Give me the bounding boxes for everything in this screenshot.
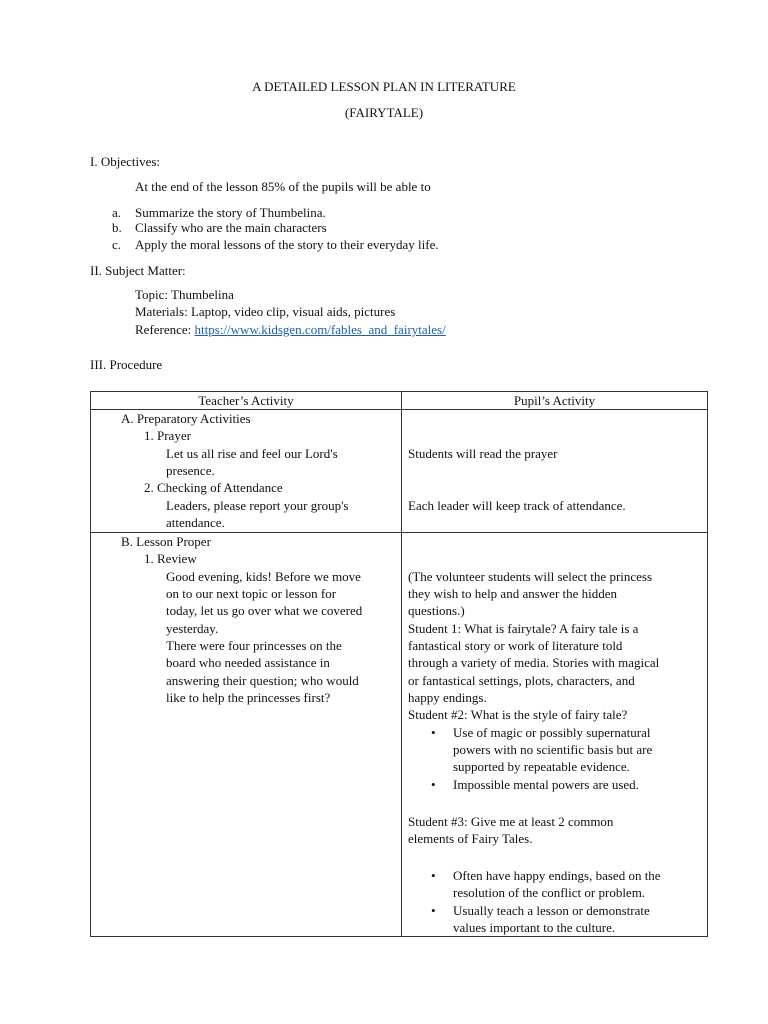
bullet-text: Impossible mental powers are used. <box>453 777 639 792</box>
bullet-icon: • <box>431 868 436 883</box>
pupil-review-text: questions.) <box>408 603 465 618</box>
teacher-cell-b <box>91 533 402 937</box>
review-text: answering their question; who would <box>166 673 359 688</box>
attendance-text: Leaders, please report your group's <box>166 498 349 513</box>
prayer-label: 1. Prayer <box>144 428 191 443</box>
pupil-cell-b <box>402 533 708 937</box>
bullet-text: values important to the culture. <box>453 920 616 935</box>
materials-line: Materials: Laptop, video clip, visual aids, pictures <box>135 304 396 319</box>
objective-marker: c. <box>112 237 122 252</box>
student3-text: Student #3: Give me at least 2 common <box>408 814 614 829</box>
prayer-text: Let us all rise and feel our Lord's <box>166 446 338 461</box>
table-row <box>91 410 708 533</box>
section-a-title: A. Preparatory Activities <box>121 411 251 426</box>
attendance-text: attendance. <box>166 515 225 530</box>
pupil-review-text: (The volunteer students will select the princess <box>408 569 653 584</box>
reference-label: Reference: <box>135 322 195 337</box>
teacher-activity-header: Teacher’s Activity <box>91 392 402 410</box>
review-text: today, let us go over what we covered <box>166 603 363 618</box>
bullet-text: powers with no scientific basis but are <box>453 742 653 757</box>
bullet-text: resolution of the conflict or problem. <box>453 885 646 900</box>
review-text: yesterday. <box>166 621 219 636</box>
review-label: 1. Review <box>144 551 197 566</box>
attendance-label: 2. Checking of Attendance <box>144 480 283 495</box>
section-b-title: B. Lesson Proper <box>121 534 211 549</box>
prayer-text: presence. <box>166 463 215 478</box>
objective-marker: b. <box>112 220 122 235</box>
pupil-cell-a <box>402 410 708 533</box>
review-text: on to our next topic or lesson for <box>166 586 337 601</box>
bullet-icon: • <box>431 777 436 792</box>
pupil-review-text: fantastical story or work of literature told <box>408 638 623 653</box>
pupil-activity-header: Pupil’s Activity <box>402 392 708 410</box>
review-text: like to help the princesses first? <box>166 690 331 705</box>
bullet-icon: • <box>431 903 436 918</box>
topic-line: Topic: Thumbelina <box>135 287 234 302</box>
bullet-text: Often have happy endings, based on the <box>453 868 661 883</box>
objective-text: Apply the moral lessons of the story to their everyday life. <box>135 237 439 252</box>
review-text: There were four princesses on the <box>166 638 342 653</box>
pupil-review-text: through a variety of media. Stories with magical <box>408 655 660 670</box>
subject-matter-heading: II. Subject Matter: <box>90 263 186 278</box>
pupil-review-text: they wish to help and answer the hidden <box>408 586 618 601</box>
page-subtitle: (FAIRYTALE) <box>344 105 424 120</box>
procedure-table <box>90 391 708 937</box>
procedure-heading: III. Procedure <box>90 357 163 372</box>
pupil-review-text: or fantastical settings, plots, characters, and <box>408 673 635 688</box>
pupil-attendance: Each leader will keep track of attendance. <box>408 498 626 513</box>
objective-text: Summarize the story of Thumbelina. <box>135 205 326 220</box>
bullet-text: Use of magic or possibly supernatural <box>453 725 651 740</box>
table-row <box>91 533 708 937</box>
reference-line <box>135 321 446 338</box>
bullet-text: Usually teach a lesson or demonstrate <box>453 903 650 918</box>
objectives-heading: I. Objectives: <box>90 154 161 169</box>
pupil-review-text: Student 1: What is fairytale? A fairy tale is a <box>408 621 639 636</box>
table-header-row <box>91 392 708 410</box>
objectives-intro: At the end of the lesson 85% of the pupils will be able to <box>135 179 431 194</box>
student3-text: elements of Fairy Tales. <box>408 831 533 846</box>
pupil-review-text: happy endings. <box>408 690 487 705</box>
review-text: Good evening, kids! Before we move <box>166 569 361 584</box>
review-text: board who needed assistance in <box>166 655 330 670</box>
bullet-text: supported by repeatable evidence. <box>453 759 630 774</box>
page-title: A DETAILED LESSON PLAN IN LITERATURE <box>252 79 516 94</box>
bullet-icon: • <box>431 725 436 740</box>
objective-marker: a. <box>112 205 122 220</box>
objective-text: Classify who are the main characters <box>135 220 327 235</box>
teacher-cell-a <box>91 410 402 533</box>
pupil-prayer: Students will read the prayer <box>408 446 558 461</box>
reference-link[interactable]: https://www.kidsgen.com/fables_and_fairytales/ <box>194 322 446 337</box>
pupil-review-text: Student #2: What is the style of fairy tale? <box>408 707 628 722</box>
